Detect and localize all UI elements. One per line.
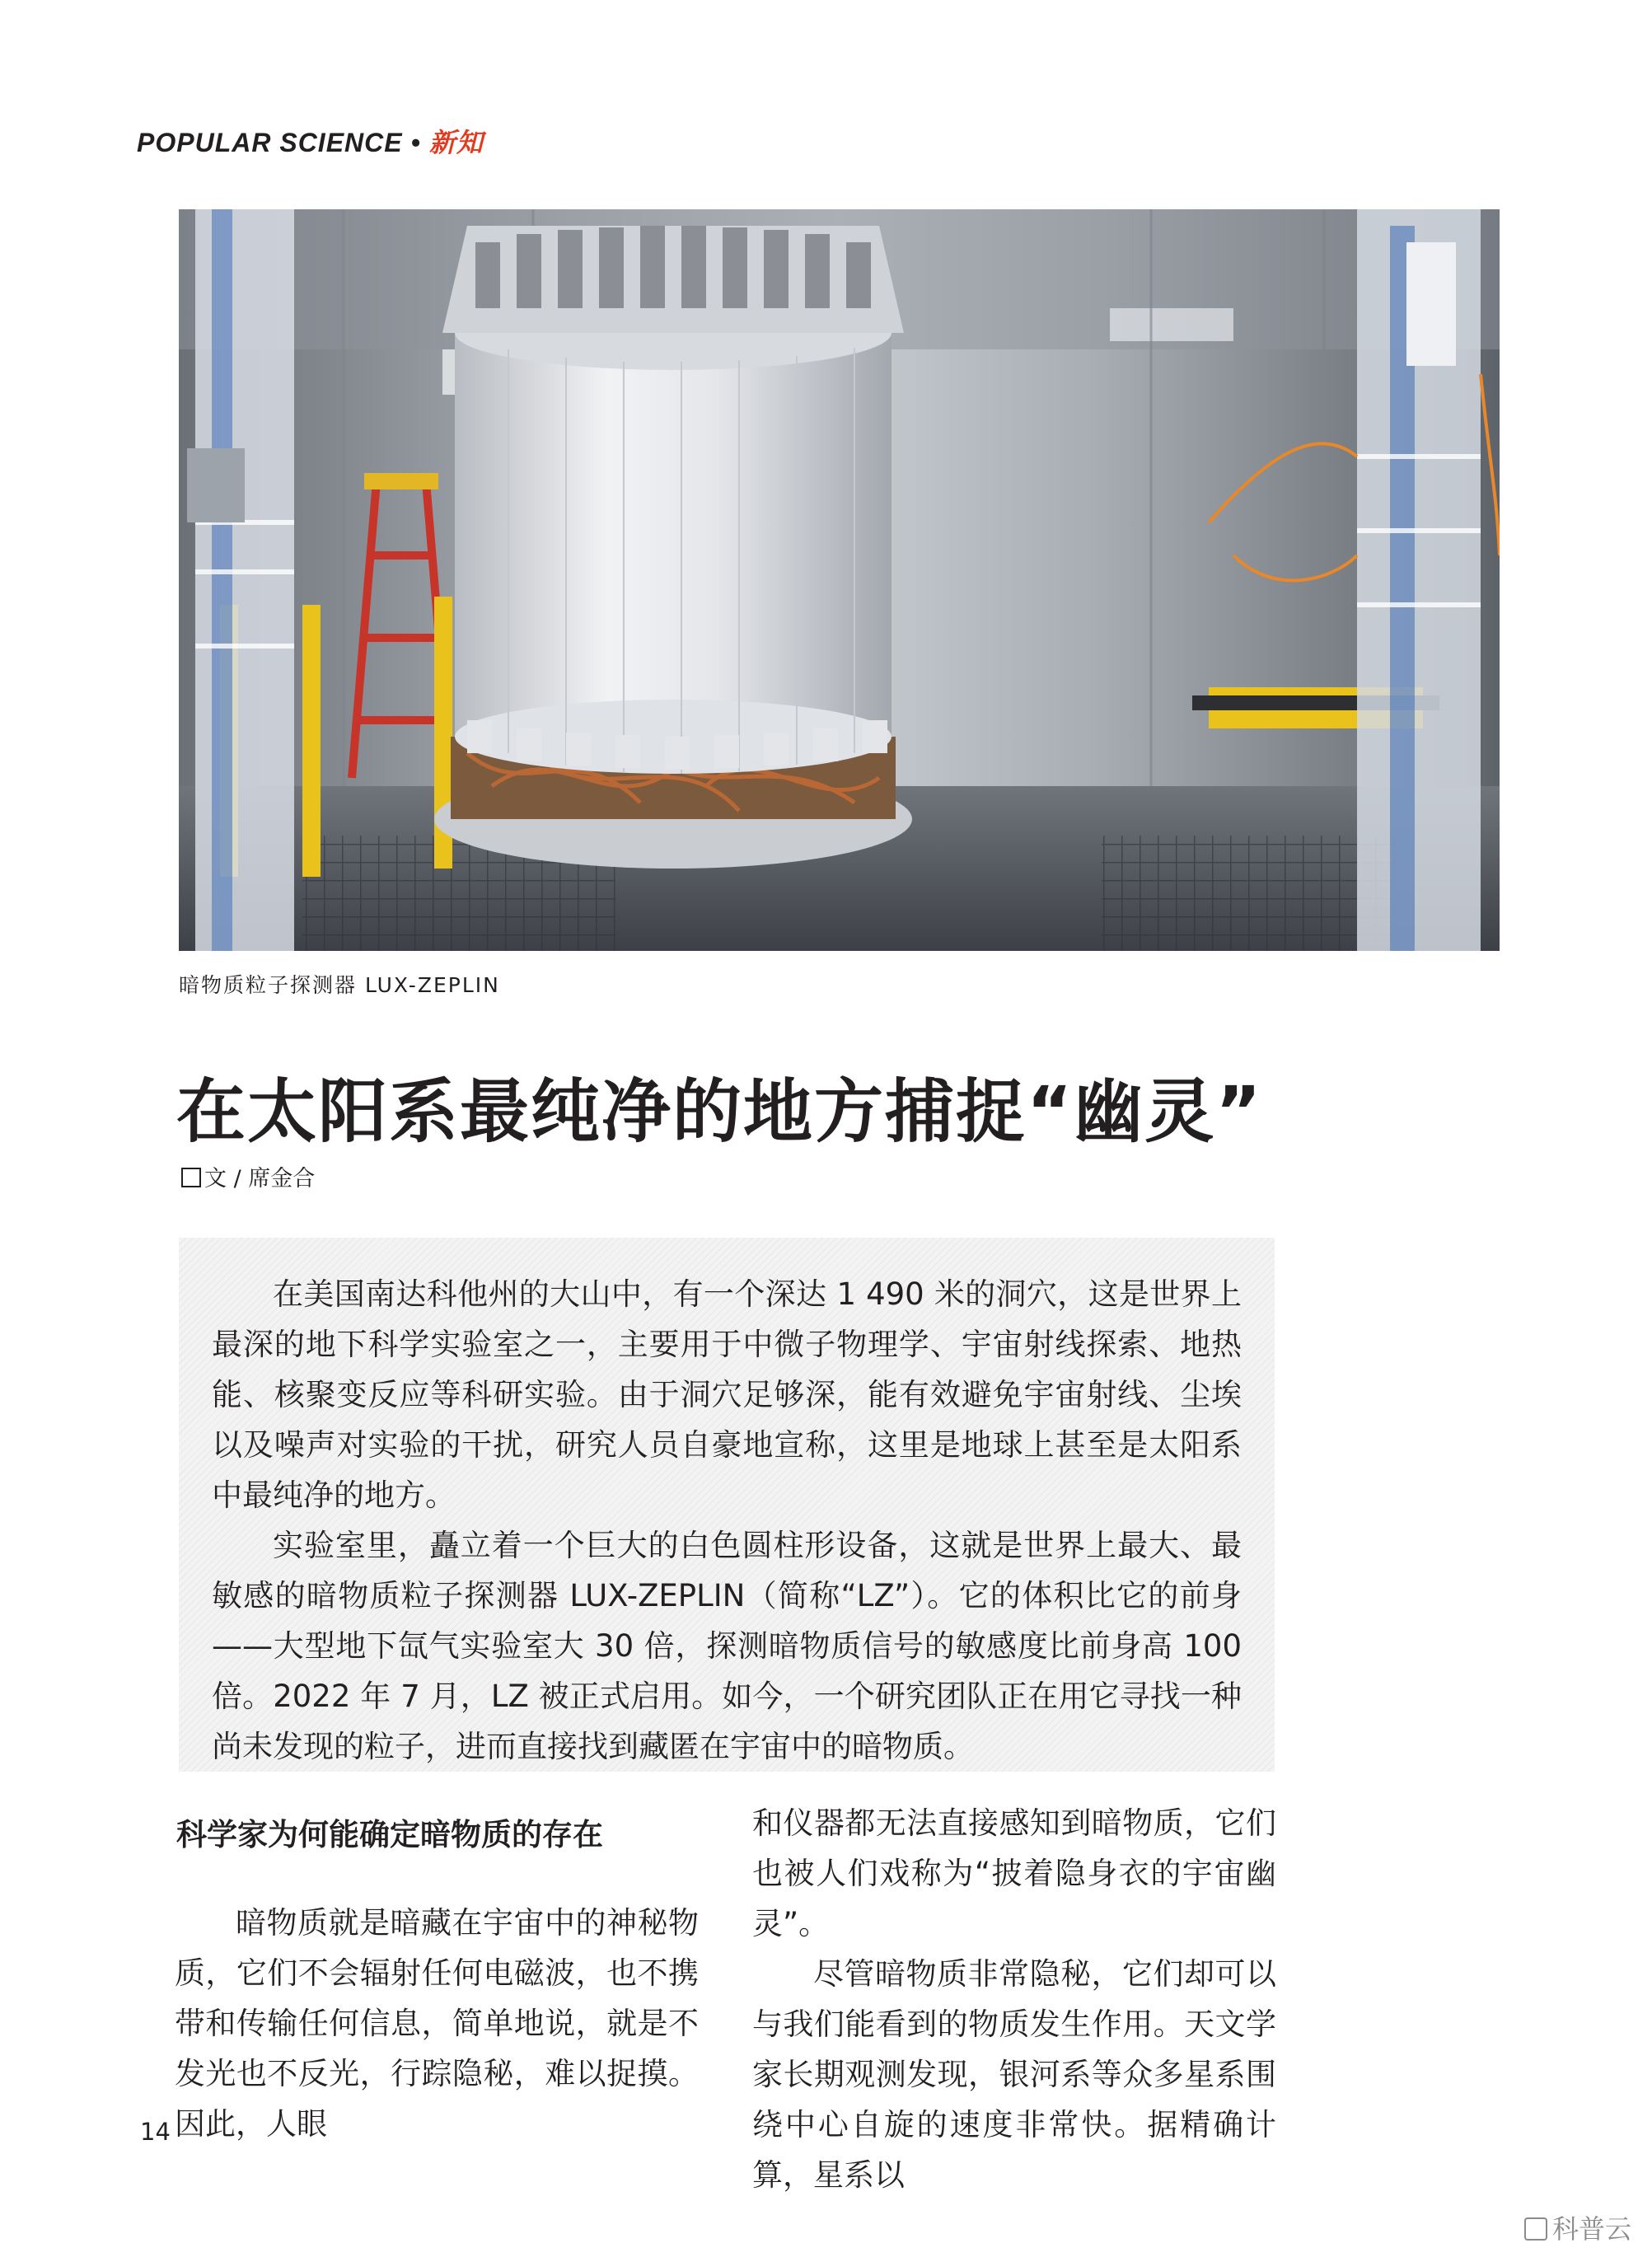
header-separator: • — [410, 128, 421, 157]
intro-paragraph: 实验室里，矗立着一个巨大的白色圆柱形设备，这就是世界上最大、最敏感的暗物质粒子探测器 LUX-ZEPLIN（简称“LZ”）。它的体积比它的前身——大型地下氙气实验室大 30 倍，探测暗物质信号的敏感度比前身高 100 倍。2022 年 7 月，LZ 被正式启用。如今，一个研究团队正在用它寻找一种尚未发现的粒子，进而直接找到藏匿在宇宙中的暗物质。 — [212, 1528, 1242, 1764]
page-number: 14 — [140, 2118, 171, 2146]
article-title: 在太阳系最纯净的地方捕捉“幽灵” — [176, 1071, 1263, 1152]
body-column-right — [752, 1798, 1276, 2200]
intro-box — [179, 1238, 1275, 1772]
byline-box-icon — [181, 1168, 201, 1187]
body-paragraph: 暗物质就是暗藏在宇宙中的神秘物质，它们不会辐射任何电磁波，也不携带和传输任何信息，简单地说，就是不发光也不反光，行踪隐秘，难以捉摸。因此，人眼 — [175, 1905, 699, 2142]
section-heading: 科学家为何能确定暗物质的存在 — [176, 1817, 603, 1852]
watermark-text: 科普云 — [1552, 2213, 1632, 2245]
intro-paragraph: 在美国南达科他州的大山中，有一个深达 1 490 米的洞穴，这是世界上最深的地下科学实验室之一，主要用于中微子物理学、宇宙射线探索、地热能、核聚变反应等科研实验。由于洞穴足够深，能有效避免宇宙射线、尘埃以及噪声对实验的干扰，研究人员自豪地宣称，这里是地球上甚至是太阳系中最纯净的地方。 — [212, 1276, 1242, 1513]
section-tag: 新知 — [428, 128, 484, 157]
body-column-left — [175, 1898, 699, 2149]
body-paragraph: 尽管暗物质非常隐秘，它们却可以与我们能看到的物质发生作用。天文学家长期观测发现，银河系等众多星系围绕中心自旋的速度非常快。据精确计算，星系以 — [752, 1956, 1276, 2193]
watermark — [1524, 2208, 1631, 2246]
byline — [181, 1160, 315, 1192]
running-header — [137, 122, 484, 160]
byline-text: 文 / 席金合 — [204, 1166, 316, 1192]
watermark-logo-icon — [1524, 2217, 1547, 2241]
magazine-brand: POPULAR SCIENCE — [137, 128, 403, 157]
body-paragraph: 和仪器都无法直接感知到暗物质，它们也被人们戏称为“披着隐身衣的宇宙幽灵”。 — [752, 1805, 1276, 1941]
detector-photo — [179, 209, 1500, 951]
photo-caption: 暗物质粒子探测器 LUX-ZEPLIN — [179, 973, 500, 997]
